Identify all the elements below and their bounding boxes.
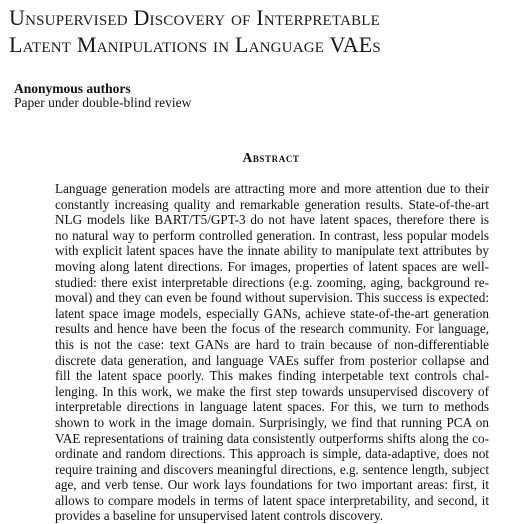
abstract-line: lenging. In this work, we make the first step towards unsupervised discovery of	[55, 383, 489, 399]
abstract-line: no natural way to perform controlled generation. In contrast, less popular models	[55, 227, 489, 243]
abstract-line: moving along latent directions. For images, properties of latent spaces are well-	[55, 258, 489, 274]
abstract-line: ordinate and random directions. This approach is simple, data-adaptive, does not	[55, 446, 489, 462]
paper-title-line: Unsupervised Discovery of Interpretable	[9, 5, 381, 30]
abstract-line: interpretable directions in language latent spaces. For this, we turn to methods	[55, 399, 489, 415]
abstract-line: with explicit latent spaces have the innate ability to manipulate text attributes by	[55, 243, 489, 259]
review-note: Paper under double-blind review	[14, 95, 192, 110]
abstract-line: require training and discovers meaningful directions, e.g. sentence length, subject	[55, 461, 489, 477]
abstract-line: age, and verb tense. Our work lays foundations for two important areas: first, it	[55, 477, 489, 493]
abstract-line: Language generation models are attracting more and more attention due to their	[55, 181, 489, 196]
abstract-line: results and hence have been the focus of the research community. For language,	[55, 321, 489, 337]
abstract-line: allows to compare models in terms of latent space interpretability, and second, it	[55, 492, 489, 508]
paper-authors: Anonymous authors	[14, 81, 131, 96]
abstract-line: studied: there exist interpretable directions (e.g. zooming, aging, background re-	[55, 274, 489, 290]
abstract-line: latent space image models, especially GANs, achieve state-of-the-art generation	[55, 305, 489, 321]
abstract-line: fill the latent space poorly. This makes finding interpetable text controls chal-	[55, 368, 489, 384]
abstract-line: constantly increasing quality and remarkable generation results. State-of-the-art	[55, 196, 489, 212]
paper-title-line: Latent Manipulations in Language VAEs	[9, 32, 381, 57]
paper-title	[9, 4, 509, 58]
abstract-line: NLG models like BART/T5/GPT-3 do not have latent spaces, therefore there is	[55, 212, 489, 228]
abstract-line: shown to work in the image domain. Surprisingly, we find that running PCA on	[55, 414, 489, 430]
abstract-line: VAE representations of training data consistently outperforms shifts along the co-	[55, 430, 489, 446]
abstract-body	[55, 181, 489, 524]
abstract-line: discrete data generation, and language VAEs suffer from posterior collapse and	[55, 352, 489, 368]
abstract-line: this is not the case: text GANs are hard to train because of non-differentiable	[55, 336, 489, 352]
abstract-line: moval) and they can even be found without supervision. This success is expected:	[55, 290, 489, 306]
abstract-heading: Abstract	[242, 150, 300, 165]
abstract-line: provides a baseline for unsupervised latent controls discovery.	[55, 508, 384, 524]
